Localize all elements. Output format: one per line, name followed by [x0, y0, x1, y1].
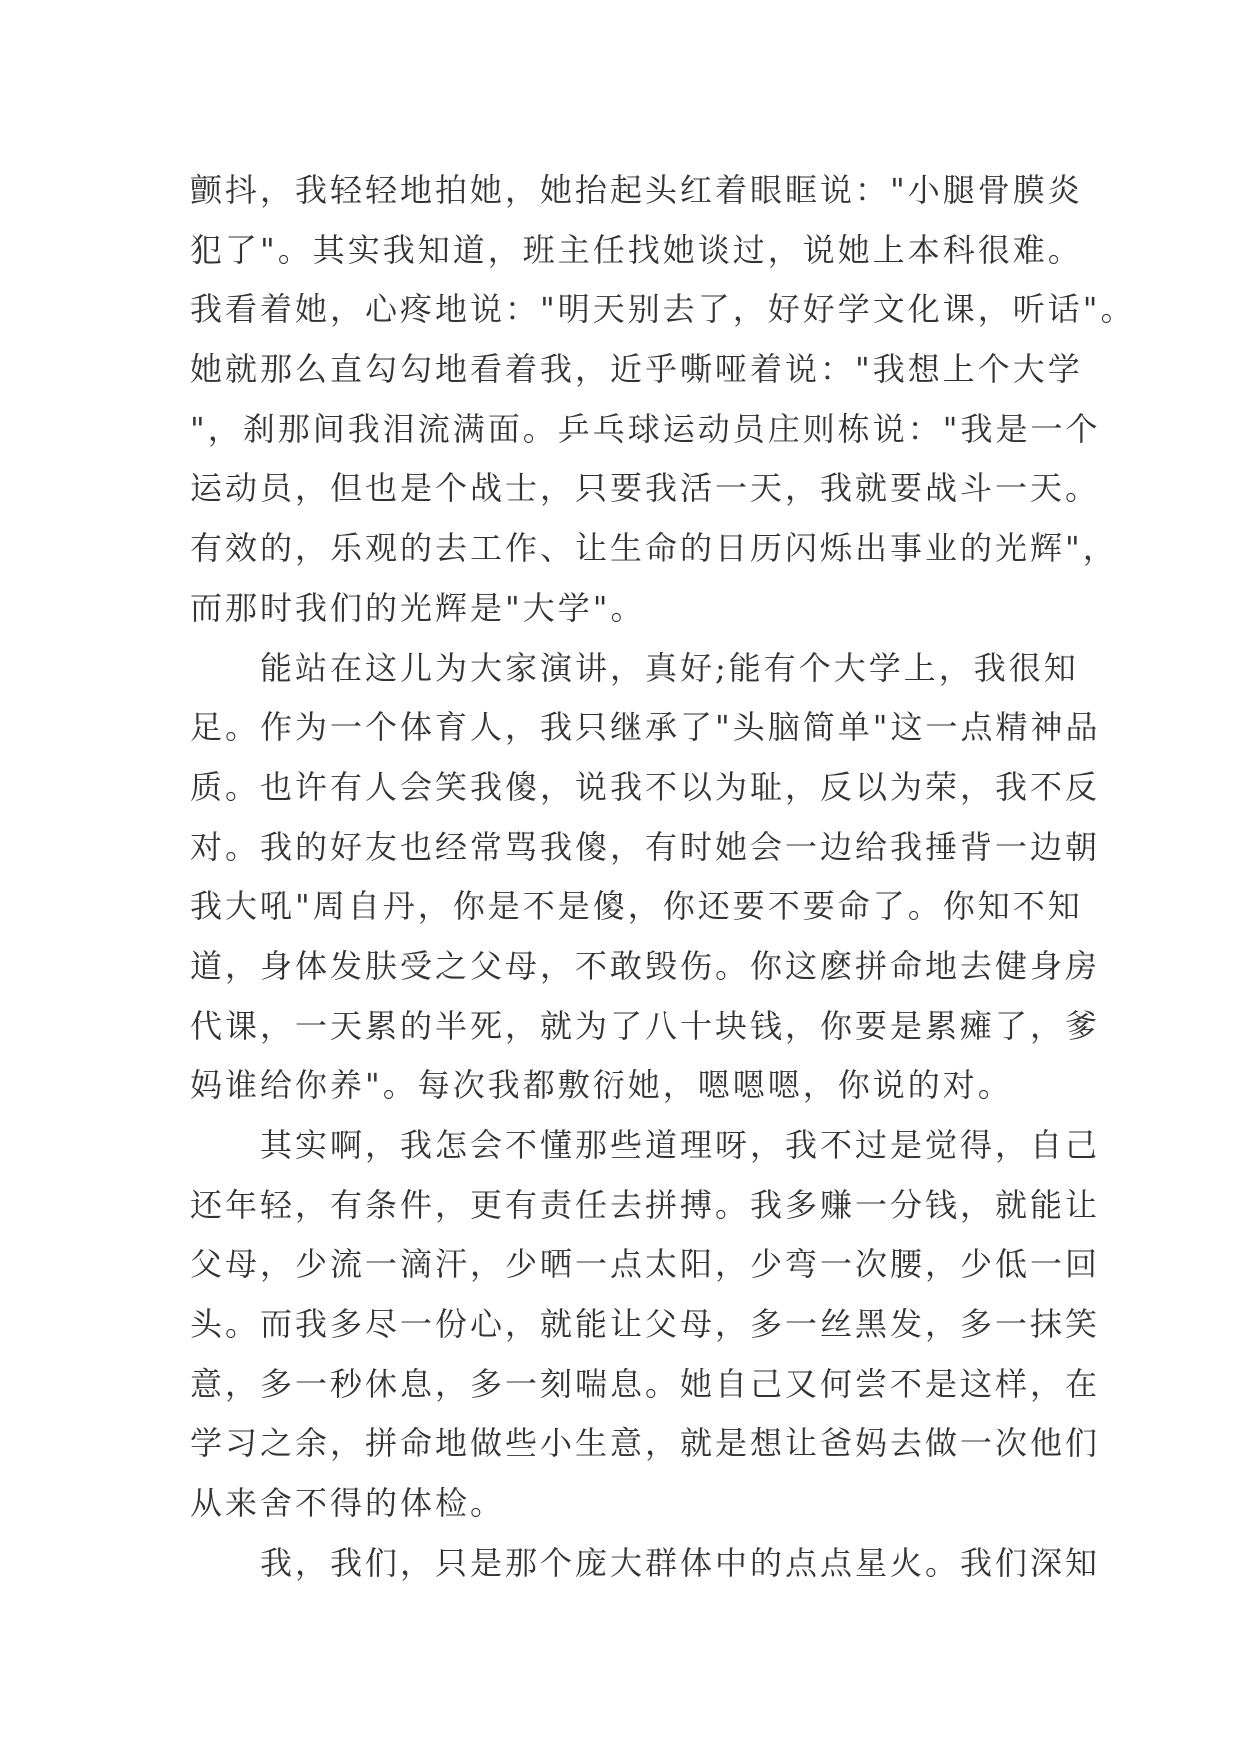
text-line: 我看着她，心疼地说："明天别去了，好好学文化课，听话"。: [190, 290, 1136, 329]
text-line: 妈谁给你养"。每次我都敷衍她，嗯嗯嗯，你说的对。: [190, 1066, 1013, 1105]
text-line: 头。而我多尽一份心，就能让父母，多一丝黑发，多一抹笑: [190, 1305, 1101, 1344]
text-line: 还年轻，有条件，更有责任去拼搏。我多赚一分钱，就能让: [190, 1185, 1101, 1224]
text-line: 代课，一天累的半死，就为了八十块钱，你要是累瘫了，爹: [190, 1006, 1101, 1045]
text-line: 有效的，乐观的去工作、让生命的日历闪烁出事业的光辉"，: [190, 529, 1118, 568]
text-line: 从来舍不得的体检。: [190, 1484, 506, 1523]
text-line: 其实啊，我怎会不懂那些道理呀，我不过是觉得，自己: [190, 1126, 1101, 1164]
text-line: 运动员，但也是个战士，只要我活一天，我就要战斗一天。: [190, 469, 1101, 508]
text-line: 意，多一秒休息，多一刻喘息。她自己又何尝不是这样，在: [190, 1364, 1101, 1403]
text-line: 我，我们，只是那个庞大群体中的点点星火。我们深知: [190, 1543, 1101, 1582]
text-line: "，刹那间我泪流满面。乒乓球运动员庄则栋说："我是一个: [190, 409, 1101, 448]
text-line: 她就那么直勾勾地看着我，近乎嘶哑着说："我想上个大学: [190, 350, 1083, 389]
text-line: 对。我的好友也经常骂我傻，有时她会一边给我捶背一边朝: [190, 827, 1101, 866]
text-line: 父母，少流一滴汗，少晒一点太阳，少弯一次腰，少低一回: [190, 1245, 1101, 1284]
text-line: 犯了"。其实我知道，班主任找她谈过，说她上本科很难。: [190, 230, 1083, 269]
text-line: 能站在这儿为大家演讲，真好;能有个大学上，我很知: [190, 648, 1079, 687]
text-line: 道，身体发肤受之父母，不敢毁伤。你这麽拼命地去健身房: [190, 946, 1101, 985]
text-line: 质。也许有人会笑我傻，说我不以为耻，反以为荣，我不反: [190, 767, 1101, 806]
text-line: 而那时我们的光辉是"大学"。: [190, 588, 646, 627]
text-line: 学习之余，拼命地做些小生意，就是想让爸妈去做一次他们: [190, 1424, 1101, 1463]
text-line: 足。作为一个体育人，我只继承了"头脑简单"这一点精神品: [190, 708, 1101, 747]
text-line: 我大吼"周自丹，你是不是傻，你还要不要命了。你知不知: [190, 887, 1083, 926]
text-line: 颤抖，我轻轻地拍她，她抬起头红着眼眶说："小腿骨膜炎: [190, 171, 1083, 209]
body-text: [190, 161, 1136, 1594]
